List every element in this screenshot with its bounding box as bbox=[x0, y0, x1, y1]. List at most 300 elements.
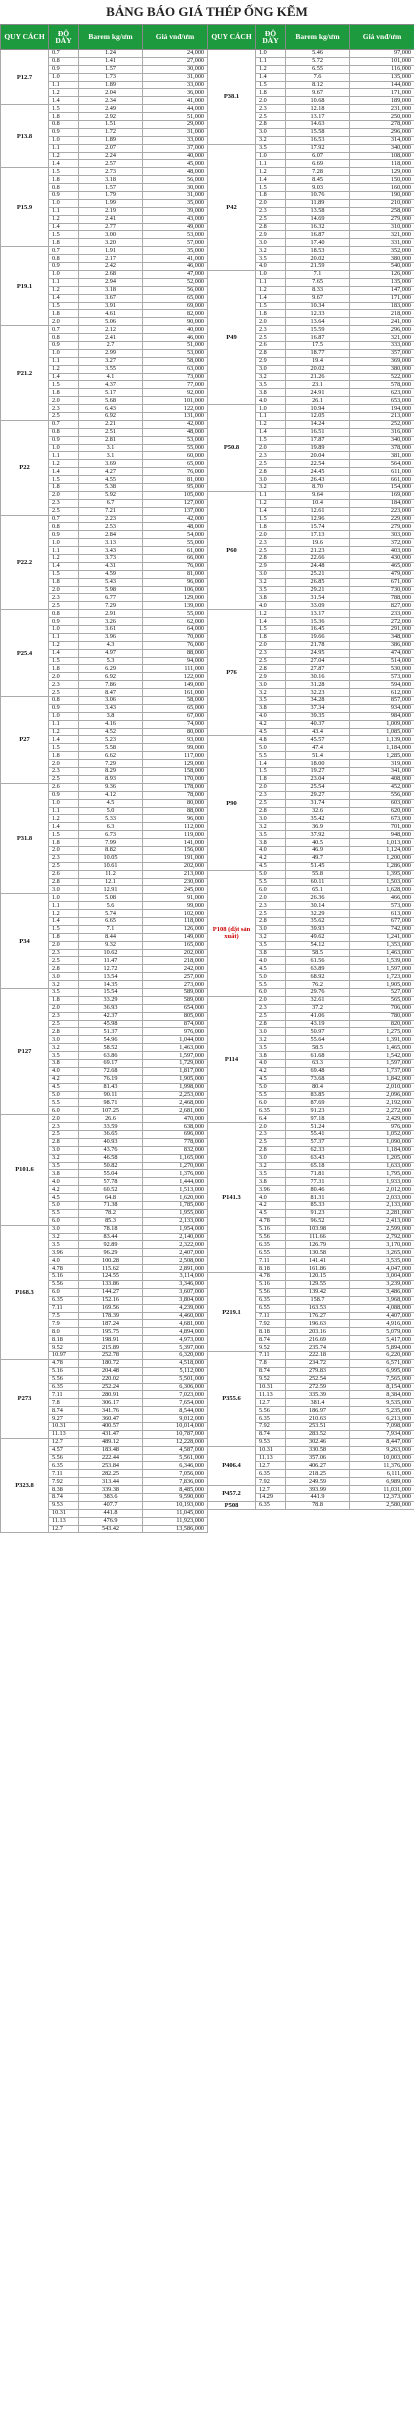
weight-cell: 54.96 bbox=[79, 1036, 143, 1044]
thickness-cell: 1.8 bbox=[49, 752, 79, 760]
thickness-cell: 6.35 bbox=[256, 1241, 286, 1249]
price-cell: 60,000 bbox=[143, 452, 208, 460]
thickness-cell: 2.8 bbox=[256, 121, 286, 129]
header-row bbox=[208, 25, 414, 50]
thickness-cell: 11.13 bbox=[256, 1391, 286, 1399]
weight-cell: 16.51 bbox=[286, 428, 350, 436]
thickness-cell: 2.0 bbox=[49, 846, 79, 854]
weight-cell: 2.42 bbox=[79, 263, 143, 271]
thickness-cell: 1.0 bbox=[256, 270, 286, 278]
weight-cell: 15.58 bbox=[286, 128, 350, 136]
weight-cell: 51.45 bbox=[286, 862, 350, 870]
weight-cell: 15.59 bbox=[286, 326, 350, 334]
thickness-cell: 2.5 bbox=[49, 507, 79, 515]
weight-cell: 339.38 bbox=[79, 1486, 143, 1494]
price-cell: 154,000 bbox=[350, 483, 414, 491]
weight-cell: 10.76 bbox=[286, 192, 350, 200]
thickness-cell: 5.0 bbox=[256, 973, 286, 981]
price-cell: 74,000 bbox=[143, 720, 208, 728]
table-row bbox=[208, 1351, 414, 1359]
weight-cell: 253.84 bbox=[79, 1462, 143, 1470]
thickness-cell: 4.5 bbox=[256, 1075, 286, 1083]
thickness-cell: 7.8 bbox=[256, 1359, 286, 1367]
thickness-cell: 3.2 bbox=[256, 823, 286, 831]
weight-cell: 31.28 bbox=[286, 681, 350, 689]
weight-cell: 176.27 bbox=[286, 1312, 350, 1320]
price-cell: 48,000 bbox=[143, 523, 208, 531]
price-cell: 31,000 bbox=[143, 192, 208, 200]
price-cell: 653,000 bbox=[350, 397, 414, 405]
price-cell: 137,000 bbox=[143, 507, 208, 515]
weight-cell: 4.3 bbox=[79, 641, 143, 649]
price-cell: 5,894,000 bbox=[350, 1344, 414, 1352]
thickness-cell: 6.0 bbox=[256, 988, 286, 996]
weight-cell: 220.02 bbox=[79, 1375, 143, 1383]
thickness-cell: 0.9 bbox=[49, 263, 79, 271]
thickness-cell: 1.5 bbox=[49, 744, 79, 752]
price-cell: 296,000 bbox=[350, 128, 414, 136]
thickness-cell: 2.8 bbox=[256, 223, 286, 231]
spec-cell: P127 bbox=[1, 988, 49, 1114]
weight-cell: 63.3 bbox=[286, 1060, 350, 1068]
weight-cell: 9.64 bbox=[286, 491, 350, 499]
thickness-cell: 9.52 bbox=[256, 1375, 286, 1383]
price-cell: 9,590,000 bbox=[143, 1493, 208, 1501]
weight-cell: 78.2 bbox=[79, 1209, 143, 1217]
table-row bbox=[208, 870, 414, 878]
weight-cell: 120.15 bbox=[286, 1273, 350, 1281]
price-cell: 7,934,000 bbox=[350, 1430, 414, 1438]
price-cell: 278,000 bbox=[350, 121, 414, 129]
price-cell: 64,000 bbox=[143, 626, 208, 634]
price-cell: 230,000 bbox=[143, 878, 208, 886]
thickness-cell: 0.9 bbox=[49, 436, 79, 444]
price-cell: 671,000 bbox=[350, 578, 414, 586]
weight-cell: 152.16 bbox=[79, 1296, 143, 1304]
weight-cell: 3.27 bbox=[79, 357, 143, 365]
weight-cell: 3.26 bbox=[79, 618, 143, 626]
price-cell: 233,000 bbox=[350, 610, 414, 618]
weight-cell: 91.23 bbox=[286, 1209, 350, 1217]
thickness-cell: 1.1 bbox=[49, 278, 79, 286]
price-cell: 408,000 bbox=[350, 775, 414, 783]
price-cell: 105,000 bbox=[143, 491, 208, 499]
thickness-cell: 1.4 bbox=[49, 373, 79, 381]
weight-cell: 6.92 bbox=[79, 412, 143, 420]
thickness-cell: 2.5 bbox=[49, 1131, 79, 1139]
thickness-cell: 1.8 bbox=[49, 933, 79, 941]
price-cell: 53,000 bbox=[143, 349, 208, 357]
thickness-cell: 8.74 bbox=[49, 1407, 79, 1415]
thickness-cell: 1.4 bbox=[256, 760, 286, 768]
thickness-cell: 10.31 bbox=[256, 1383, 286, 1391]
thickness-cell: 2.9 bbox=[256, 673, 286, 681]
weight-cell: 17.13 bbox=[286, 531, 350, 539]
price-cell: 7,565,000 bbox=[350, 1375, 414, 1383]
price-cell: 80,000 bbox=[143, 799, 208, 807]
price-cell: 10,014,000 bbox=[143, 1422, 208, 1430]
weight-cell: 96.29 bbox=[79, 1249, 143, 1257]
weight-cell: 31.74 bbox=[286, 799, 350, 807]
weight-cell: 235.74 bbox=[286, 1344, 350, 1352]
thickness-cell: 1.5 bbox=[256, 302, 286, 310]
weight-cell: 6.65 bbox=[79, 917, 143, 925]
weight-cell: 7.99 bbox=[79, 839, 143, 847]
price-cell: 2,508,000 bbox=[143, 1257, 208, 1265]
weight-cell: 14.69 bbox=[286, 215, 350, 223]
price-cell: 3,804,000 bbox=[143, 1296, 208, 1304]
weight-cell: 24.95 bbox=[286, 649, 350, 657]
thickness-cell: 3.5 bbox=[49, 1162, 79, 1170]
thickness-cell: 3.2 bbox=[256, 483, 286, 491]
price-cell: 2,468,000 bbox=[143, 1099, 208, 1107]
weight-cell: 8.82 bbox=[79, 846, 143, 854]
price-cell: 874,000 bbox=[143, 1020, 208, 1028]
thickness-cell: 4.8 bbox=[256, 736, 286, 744]
price-cell: 8,544,000 bbox=[143, 1407, 208, 1415]
spec-cell: P15.9 bbox=[1, 168, 49, 247]
table-row bbox=[208, 1501, 414, 1509]
price-cell: 1,620,000 bbox=[143, 1194, 208, 1202]
price-cell: 303,000 bbox=[350, 531, 414, 539]
thickness-cell: 2.0 bbox=[49, 760, 79, 768]
weight-cell: 85.3 bbox=[79, 1217, 143, 1225]
weight-cell: 400.57 bbox=[79, 1422, 143, 1430]
thickness-cell: 1.4 bbox=[49, 294, 79, 302]
price-cell: 55,000 bbox=[143, 610, 208, 618]
thickness-cell: 3.2 bbox=[256, 933, 286, 941]
thickness-cell: 0.9 bbox=[49, 531, 79, 539]
weight-cell: 10.4 bbox=[286, 499, 350, 507]
thickness-cell: 4.2 bbox=[49, 1186, 79, 1194]
weight-cell: 26.36 bbox=[286, 894, 350, 902]
thickness-cell: 2.8 bbox=[256, 917, 286, 925]
thickness-cell: 1.1 bbox=[49, 633, 79, 641]
weight-cell: 80.46 bbox=[286, 1186, 350, 1194]
thickness-cell: 0.7 bbox=[49, 420, 79, 428]
weight-cell: 5.38 bbox=[79, 483, 143, 491]
thickness-cell: 9.53 bbox=[49, 1501, 79, 1509]
thickness-cell: 3.8 bbox=[256, 949, 286, 957]
price-cell: 948,000 bbox=[350, 831, 414, 839]
thickness-cell: 10.31 bbox=[256, 1446, 286, 1454]
price-cell: 56,000 bbox=[143, 176, 208, 184]
thickness-cell: 1.2 bbox=[49, 152, 79, 160]
header-price: Giá vnđ/ưm bbox=[143, 25, 208, 50]
price-cell: 1,395,000 bbox=[350, 870, 414, 878]
weight-cell: 14.63 bbox=[286, 121, 350, 129]
price-cell: 29,000 bbox=[143, 121, 208, 129]
thickness-cell: 4.2 bbox=[49, 1075, 79, 1083]
thickness-cell: 1.4 bbox=[49, 823, 79, 831]
thickness-cell: 6.35 bbox=[49, 1383, 79, 1391]
thickness-cell: 1.5 bbox=[256, 515, 286, 523]
price-cell: 66,000 bbox=[143, 555, 208, 563]
price-cell: 223,000 bbox=[350, 507, 414, 515]
thickness-cell: 1.8 bbox=[49, 665, 79, 673]
thickness-cell: 6.35 bbox=[256, 1107, 286, 1115]
thickness-cell: 3.5 bbox=[49, 1241, 79, 1249]
price-cell: 348,000 bbox=[350, 633, 414, 641]
thickness-cell: 3.2 bbox=[256, 136, 286, 144]
weight-cell: 2.77 bbox=[79, 223, 143, 231]
price-cell: 94,000 bbox=[143, 657, 208, 665]
price-cell: 218,000 bbox=[350, 310, 414, 318]
weight-cell: 57.37 bbox=[286, 1138, 350, 1146]
thickness-cell: 1.1 bbox=[49, 144, 79, 152]
table-row bbox=[1, 783, 208, 791]
price-cell: 340,000 bbox=[350, 436, 414, 444]
weight-cell: 43.76 bbox=[79, 1146, 143, 1154]
price-cell: 5,417,000 bbox=[350, 1336, 414, 1344]
thickness-cell: 12.7 bbox=[256, 1399, 286, 1407]
weight-cell: 26.43 bbox=[286, 476, 350, 484]
price-cell: 95,000 bbox=[143, 483, 208, 491]
weight-cell: 14.35 bbox=[79, 981, 143, 989]
weight-cell: 58.5 bbox=[286, 949, 350, 957]
thickness-cell: 1.8 bbox=[49, 996, 79, 1004]
thickness-cell: 8.74 bbox=[256, 1430, 286, 1438]
weight-cell: 36.9 bbox=[286, 823, 350, 831]
thickness-cell: 2.3 bbox=[256, 791, 286, 799]
weight-cell: 6.29 bbox=[79, 665, 143, 673]
weight-cell: 360.47 bbox=[79, 1415, 143, 1423]
thickness-cell: 2.0 bbox=[49, 1004, 79, 1012]
thickness-cell: 4.5 bbox=[256, 728, 286, 736]
weight-cell: 234.72 bbox=[286, 1359, 350, 1367]
weight-cell: 7.29 bbox=[79, 760, 143, 768]
price-cell: 58,000 bbox=[143, 357, 208, 365]
weight-cell: 32.61 bbox=[286, 996, 350, 1004]
thickness-cell: 1.8 bbox=[256, 523, 286, 531]
thickness-cell: 2.0 bbox=[49, 397, 79, 405]
thickness-cell: 1.2 bbox=[49, 728, 79, 736]
thickness-cell: 1.0 bbox=[49, 270, 79, 278]
price-cell: 210,000 bbox=[350, 199, 414, 207]
weight-cell: 71.81 bbox=[286, 1170, 350, 1178]
thickness-cell: 2.5 bbox=[256, 799, 286, 807]
spec-cell: P34 bbox=[1, 894, 49, 989]
price-cell: 41,000 bbox=[143, 255, 208, 263]
price-cell: 35,000 bbox=[143, 199, 208, 207]
weight-cell: 5.06 bbox=[79, 318, 143, 326]
thickness-cell: 5.16 bbox=[49, 1273, 79, 1281]
header-price: Giá vnđ/ưm bbox=[350, 25, 414, 50]
thickness-cell: 7.11 bbox=[49, 1391, 79, 1399]
thickness-cell: 1.0 bbox=[49, 349, 79, 357]
thickness-cell: 4.0 bbox=[256, 846, 286, 854]
weight-cell: 6.07 bbox=[286, 152, 350, 160]
weight-cell: 115.62 bbox=[79, 1265, 143, 1273]
price-cell: 701,000 bbox=[350, 823, 414, 831]
thickness-cell: 1.2 bbox=[256, 499, 286, 507]
weight-cell: 126.79 bbox=[286, 1241, 350, 1249]
thickness-cell: 4.0 bbox=[256, 712, 286, 720]
weight-cell: 55.41 bbox=[286, 1131, 350, 1139]
weight-cell: 60.11 bbox=[286, 878, 350, 886]
thickness-cell: 2.8 bbox=[49, 965, 79, 973]
price-cell: 1,052,000 bbox=[350, 1131, 414, 1139]
thickness-cell: 1.1 bbox=[49, 207, 79, 215]
thickness-cell: 3.0 bbox=[49, 973, 79, 981]
price-cell: 108,000 bbox=[350, 152, 414, 160]
price-cell: 430,000 bbox=[350, 555, 414, 563]
thickness-cell: 4.5 bbox=[256, 1209, 286, 1217]
weight-cell: 21.78 bbox=[286, 641, 350, 649]
weight-cell: 32.23 bbox=[286, 689, 350, 697]
weight-cell: 47.4 bbox=[286, 744, 350, 752]
thickness-cell: 5.5 bbox=[49, 1209, 79, 1217]
weight-cell: 62.33 bbox=[286, 1146, 350, 1154]
weight-cell: 2.21 bbox=[79, 420, 143, 428]
thickness-cell: 1.2 bbox=[49, 815, 79, 823]
weight-cell: 406.27 bbox=[286, 1462, 350, 1470]
thickness-cell: 4.0 bbox=[49, 1067, 79, 1075]
weight-cell: 32.29 bbox=[286, 910, 350, 918]
table-row bbox=[1, 515, 208, 523]
price-cell: 65,000 bbox=[143, 704, 208, 712]
price-cell: 319,000 bbox=[350, 760, 414, 768]
thickness-cell: 1.8 bbox=[49, 310, 79, 318]
weight-cell: 335.39 bbox=[286, 1391, 350, 1399]
weight-cell: 4.52 bbox=[79, 728, 143, 736]
thickness-cell: 3.5 bbox=[256, 1170, 286, 1178]
price-cell: 1,463,000 bbox=[350, 949, 414, 957]
price-cell: 2,891,000 bbox=[143, 1265, 208, 1273]
thickness-cell: 14.29 bbox=[256, 1493, 286, 1501]
price-cell: 4,681,000 bbox=[143, 1320, 208, 1328]
spec-cell: P49 bbox=[208, 270, 256, 404]
spec-cell: P219.1 bbox=[208, 1273, 256, 1352]
weight-cell: 2.84 bbox=[79, 531, 143, 539]
thickness-cell: 1.8 bbox=[256, 310, 286, 318]
weight-cell: 49.62 bbox=[286, 933, 350, 941]
price-cell: 40,000 bbox=[143, 326, 208, 334]
thickness-cell: 2.5 bbox=[256, 113, 286, 121]
price-cell: 386,000 bbox=[350, 641, 414, 649]
weight-cell: 222.18 bbox=[286, 1351, 350, 1359]
price-cell: 976,000 bbox=[350, 1123, 414, 1131]
thickness-cell: 2.8 bbox=[256, 807, 286, 815]
thickness-cell: 2.3 bbox=[49, 854, 79, 862]
weight-cell: 1.79 bbox=[79, 192, 143, 200]
price-cell: 2,322,000 bbox=[143, 1241, 208, 1249]
thickness-cell: 1.1 bbox=[49, 547, 79, 555]
spec-cell: P60 bbox=[208, 491, 256, 609]
price-cell: 2,033,000 bbox=[350, 1194, 414, 1202]
thickness-cell: 2.5 bbox=[49, 1020, 79, 1028]
thickness-cell: 5.16 bbox=[256, 1280, 286, 1288]
weight-cell: 9.67 bbox=[286, 294, 350, 302]
weight-cell: 2.19 bbox=[79, 207, 143, 215]
spec-cell: P457.2 bbox=[208, 1486, 256, 1502]
weight-cell: 1.24 bbox=[79, 50, 143, 58]
price-cell: 12,373,000 bbox=[350, 1493, 414, 1501]
thickness-cell: 8.0 bbox=[49, 1328, 79, 1336]
price-cell: 11,045,000 bbox=[143, 1509, 208, 1517]
price-cell: 4,587,000 bbox=[143, 1446, 208, 1454]
thickness-cell: 4.0 bbox=[256, 602, 286, 610]
price-cell: 780,000 bbox=[350, 1012, 414, 1020]
price-cell: 4,460,000 bbox=[143, 1312, 208, 1320]
thickness-cell: 5.0 bbox=[49, 1202, 79, 1210]
price-cell: 76,000 bbox=[143, 468, 208, 476]
weight-cell: 40.93 bbox=[79, 1138, 143, 1146]
weight-cell: 29.76 bbox=[286, 988, 350, 996]
weight-cell: 279.83 bbox=[286, 1367, 350, 1375]
weight-cell: 2.12 bbox=[79, 326, 143, 334]
weight-cell: 8.44 bbox=[79, 933, 143, 941]
price-cell: 1,597,000 bbox=[350, 965, 414, 973]
weight-cell: 25.54 bbox=[286, 783, 350, 791]
thickness-cell: 1.2 bbox=[49, 555, 79, 563]
thickness-cell: 1.0 bbox=[256, 152, 286, 160]
weight-cell: 1.73 bbox=[79, 73, 143, 81]
thickness-cell: 2.3 bbox=[256, 105, 286, 113]
weight-cell: 63.89 bbox=[286, 965, 350, 973]
price-cell: 245,000 bbox=[143, 886, 208, 894]
price-cell: 6,111,000 bbox=[350, 1470, 414, 1478]
weight-cell: 19.27 bbox=[286, 768, 350, 776]
weight-cell: 210.63 bbox=[286, 1415, 350, 1423]
thickness-cell: 1.8 bbox=[256, 192, 286, 200]
thickness-cell: 1.2 bbox=[256, 65, 286, 73]
price-cell: 184,000 bbox=[350, 499, 414, 507]
price-cell: 1,542,000 bbox=[350, 1052, 414, 1060]
weight-cell: 158.7 bbox=[286, 1296, 350, 1304]
thickness-cell: 2.0 bbox=[49, 941, 79, 949]
weight-cell: 81.31 bbox=[286, 1194, 350, 1202]
price-cell: 106,000 bbox=[143, 586, 208, 594]
weight-cell: 2.07 bbox=[79, 144, 143, 152]
weight-cell: 50.97 bbox=[286, 1028, 350, 1036]
weight-cell: 63.43 bbox=[286, 1154, 350, 1162]
thickness-cell: 1.1 bbox=[49, 81, 79, 89]
spec-cell: P76 bbox=[208, 610, 256, 736]
price-cell: 611,000 bbox=[350, 468, 414, 476]
price-cell: 1,013,000 bbox=[350, 839, 414, 847]
thickness-cell: 1.5 bbox=[49, 302, 79, 310]
price-cell: 661,000 bbox=[350, 476, 414, 484]
thickness-cell: 1.5 bbox=[256, 436, 286, 444]
thickness-cell: 0.9 bbox=[49, 618, 79, 626]
price-cell: 119,000 bbox=[143, 831, 208, 839]
thickness-cell: 1.8 bbox=[49, 483, 79, 491]
thickness-cell: 3.8 bbox=[256, 704, 286, 712]
weight-cell: 19.66 bbox=[286, 633, 350, 641]
thickness-cell: 1.5 bbox=[256, 81, 286, 89]
price-cell: 1,444,000 bbox=[143, 1178, 208, 1186]
thickness-cell: 1.0 bbox=[256, 50, 286, 58]
weight-cell: 61.68 bbox=[286, 1052, 350, 1060]
weight-cell: 7.86 bbox=[79, 681, 143, 689]
thickness-cell: 3.8 bbox=[256, 1052, 286, 1060]
price-cell: 8,447,000 bbox=[350, 1438, 414, 1446]
price-cell: 190,000 bbox=[350, 192, 414, 200]
weight-cell: 16.45 bbox=[286, 626, 350, 634]
price-cell: 1,376,000 bbox=[143, 1170, 208, 1178]
thickness-cell: 2.5 bbox=[256, 1012, 286, 1020]
weight-cell: 7.1 bbox=[79, 925, 143, 933]
weight-cell: 16.53 bbox=[286, 136, 350, 144]
price-cell: 380,000 bbox=[350, 365, 414, 373]
price-cell: 321,000 bbox=[350, 231, 414, 239]
weight-cell: 90.11 bbox=[79, 1091, 143, 1099]
thickness-cell: 11.13 bbox=[49, 1430, 79, 1438]
weight-cell: 26.6 bbox=[79, 1115, 143, 1123]
price-cell: 47,000 bbox=[143, 270, 208, 278]
weight-cell: 12.18 bbox=[286, 105, 350, 113]
